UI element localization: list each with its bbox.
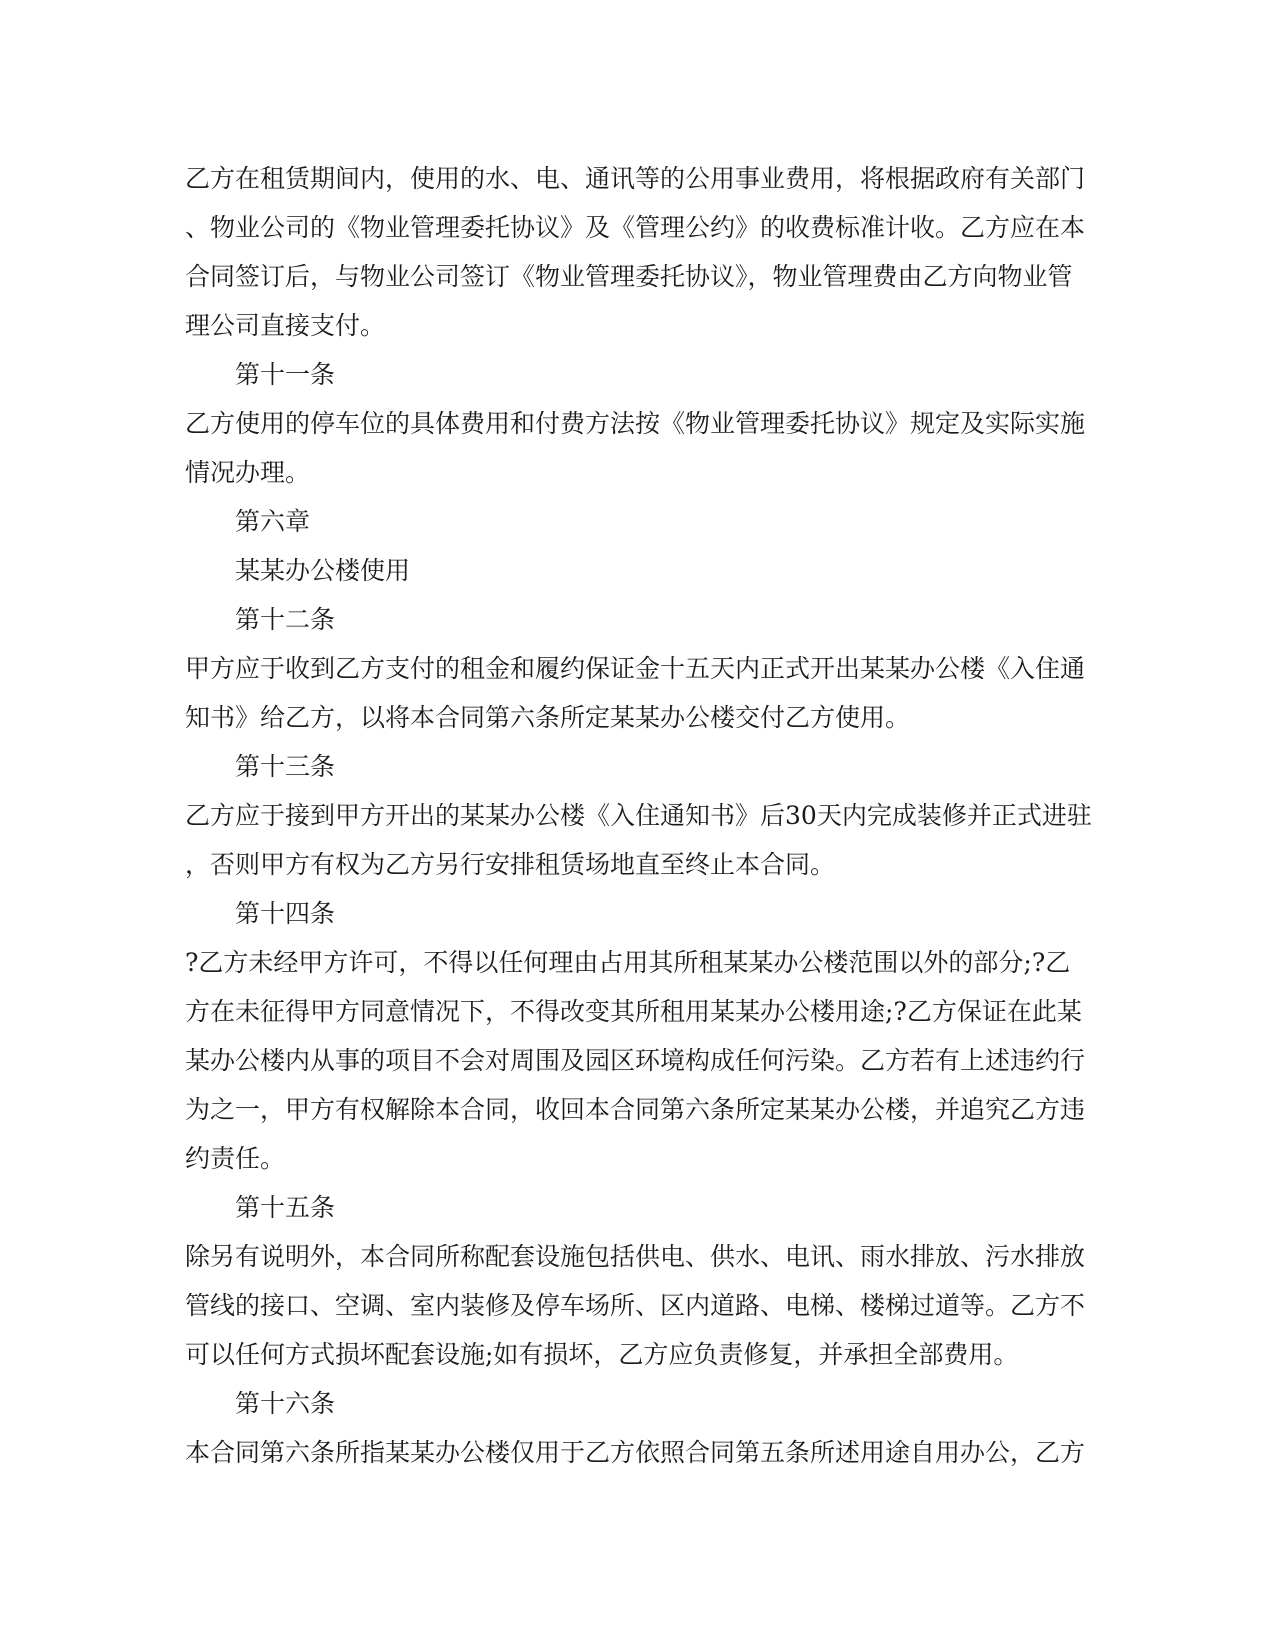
paragraph-line: 理公司直接支付。 xyxy=(185,311,386,340)
paragraph-line: 乙方使用的停车位的具体费用和付费方法按《物业管理委托协议》规定及实际实施 xyxy=(185,409,1086,438)
section-heading: 第十四条 xyxy=(235,899,336,928)
paragraph-line: 、物业公司的《物业管理委托协议》及《管理公约》的收费标准计收。乙方应在本 xyxy=(185,213,1086,242)
section-heading: 第十三条 xyxy=(235,752,336,781)
paragraph-line: 情况办理。 xyxy=(185,458,311,487)
paragraph-line: 乙方在租赁期间内，使用的水、电、通讯等的公用事业费用，将根据政府有关部门 xyxy=(185,164,1086,193)
section-heading: 第十五条 xyxy=(235,1193,336,1222)
paragraph-line: 乙方应于接到甲方开出的某某办公楼《入住通知书》后30天内完成装修并正式进驻 xyxy=(185,801,1092,830)
paragraph-line: 方在未征得甲方同意情况下，不得改变其所租用某某办公楼用途;?乙方保证在此某 xyxy=(185,997,1082,1026)
paragraph-line: 某办公楼内从事的项目不会对周围及园区环境构成任何污染。乙方若有上述违约行 xyxy=(185,1046,1086,1075)
section-heading: 第十一条 xyxy=(235,360,336,389)
section-heading: 第六章 xyxy=(235,507,311,536)
section-heading: 某某办公楼使用 xyxy=(235,556,411,585)
paragraph-line: 知书》给乙方，以将本合同第六条所定某某办公楼交付乙方使用。 xyxy=(185,703,911,732)
paragraph-line: 管线的接口、空调、室内装修及停车场所、区内道路、电梯、楼梯过道等。乙方不 xyxy=(185,1291,1086,1320)
paragraph-line: 本合同第六条所指某某办公楼仅用于乙方依照合同第五条所述用途自用办公，乙方 xyxy=(185,1438,1086,1467)
document-body xyxy=(185,154,1092,1477)
section-heading: 第十二条 xyxy=(235,605,336,634)
paragraph-line: ?乙方未经甲方许可，不得以任何理由占用其所租某某办公楼范围以外的部分;?乙 xyxy=(185,948,1071,977)
paragraph-line: 可以任何方式损坏配套设施;如有损坏，乙方应负责修复，并承担全部费用。 xyxy=(185,1340,1019,1369)
paragraph-line: 约责任。 xyxy=(185,1144,286,1173)
paragraph-line: 甲方应于收到乙方支付的租金和履约保证金十五天内正式开出某某办公楼《入住通 xyxy=(185,654,1086,683)
paragraph-line: ，否则甲方有权为乙方另行安排租赁场地直至终止本合同。 xyxy=(185,850,836,879)
paragraph-line: 除另有说明外，本合同所称配套设施包括供电、供水、电讯、雨水排放、污水排放 xyxy=(185,1242,1086,1271)
paragraph-line: 合同签订后，与物业公司签订《物业管理委托协议》，物业管理费由乙方向物业管 xyxy=(185,262,1073,291)
section-heading: 第十六条 xyxy=(235,1389,336,1418)
paragraph-line: 为之一，甲方有权解除本合同，收回本合同第六条所定某某办公楼，并追究乙方违 xyxy=(185,1095,1086,1124)
